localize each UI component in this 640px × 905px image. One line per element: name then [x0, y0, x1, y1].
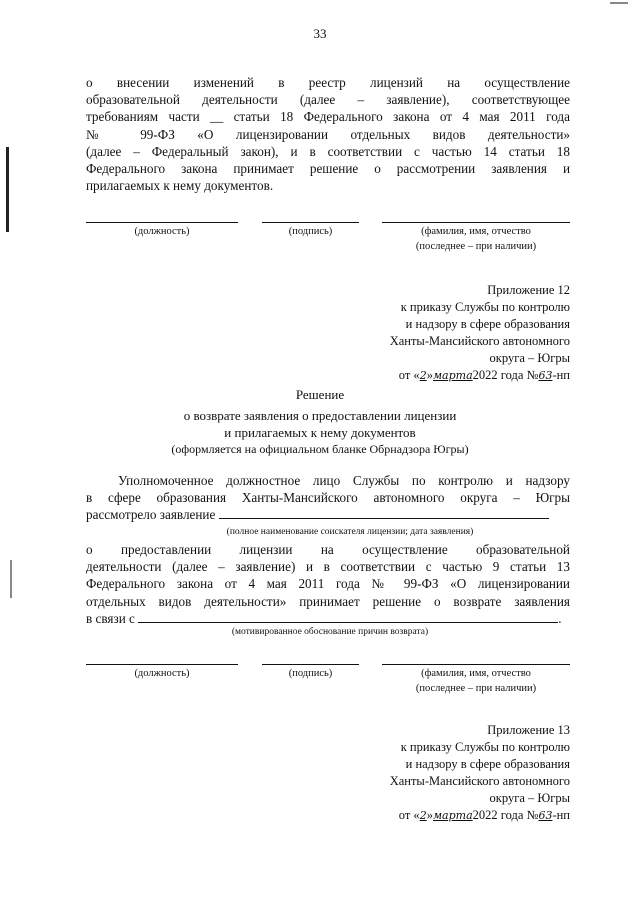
text-line: (далее – Федеральный закон), и в соответствии с частью 14 статьи 18 [86, 143, 570, 159]
text-line: о внесении изменений в реестр лицензий на осуществление [86, 75, 570, 90]
applicant-fill-line [219, 507, 549, 519]
applicant-caption: (полное наименование соискателя лицензии; дата заявления) [226, 527, 474, 537]
appendix-date: от «2»марта2022 года №63-нп [398, 368, 570, 382]
appendix-line: округа – Югры [489, 791, 570, 805]
appendix-line: Приложение 13 [487, 723, 570, 737]
margin-mark [6, 147, 9, 232]
appendix-line: и надзору в сфере образования [405, 317, 570, 331]
handwritten-day: 2 [419, 369, 427, 382]
signature-caption: (подпись) [288, 668, 333, 679]
reason-fill-line [138, 611, 558, 623]
text-line: требованиям части __ статьи 18 Федерального закона от 4 мая 2011 года [86, 109, 570, 125]
text-line: № 99-ФЗ «О лицензировании отдельных видов деятельности» [86, 126, 570, 142]
signature-block-2 [86, 664, 570, 714]
text-line: Уполномоченное должностное лицо Службы по контролю и надзору [118, 473, 570, 488]
appendix-date: от «2»марта2022 года №63-нп [398, 808, 570, 822]
handwritten-day: 2 [419, 809, 427, 822]
position-line [86, 222, 238, 223]
name-line [382, 664, 570, 665]
text-line: отдельных видов деятельности» принимает решение о возврате заявления [86, 593, 570, 609]
signature-line [262, 664, 359, 665]
reason-caption: (мотивированное обоснование причин возврата) [231, 627, 429, 637]
page-number: 33 [313, 26, 327, 41]
text-line: о предоставлении лицензии на осуществление образовательной [86, 542, 570, 557]
text-line: Федерального закона от 4 мая 2011 года № 99-ФЗ «О лицензировании [86, 576, 570, 592]
text-line: деятельности (далее – заявление) и в соответствии с частью 9 статьи 13 [86, 559, 570, 575]
decision-subtitle-1: о возврате заявления о предоставлении лицензии [183, 408, 457, 423]
paragraph-decision-text [86, 472, 570, 524]
name-caption: (фамилия, имя, отчество [421, 668, 531, 679]
text-line: прилагаемых к нему документов. [86, 178, 274, 194]
decision-title: Решение [295, 387, 345, 402]
appendix-line: Приложение 12 [487, 283, 570, 297]
paragraph-license-registry [86, 74, 570, 194]
margin-mark-lower [10, 560, 12, 598]
handwritten-month: марта [432, 809, 473, 822]
appendix-line: к приказу Службы по контролю [400, 300, 570, 314]
signature-caption: (подпись) [288, 226, 333, 237]
position-caption: (должность) [134, 668, 190, 679]
appendix-13-header [330, 722, 570, 824]
name-line [382, 222, 570, 223]
name-caption: (фамилия, имя, отчество [421, 226, 531, 237]
appendix-line: округа – Югры [489, 351, 570, 365]
name-caption-note: (последнее – при наличии) [415, 241, 537, 252]
reason-line: в связи с . [86, 610, 562, 626]
signature-line [262, 222, 359, 223]
text-line: в сфере образования Ханты-Мансийского автономного округа – Югры [86, 490, 570, 506]
name-caption-note: (последнее – при наличии) [415, 683, 537, 694]
appendix-line: Ханты-Мансийского автономного [389, 334, 570, 348]
appendix-12-header [330, 282, 570, 384]
handwritten-number: 63 [538, 369, 553, 382]
applicant-line: рассмотрело заявление [86, 506, 570, 523]
text-line: образовательной деятельности (далее – заявление), соответствующее [86, 92, 570, 108]
corner-mark [610, 2, 628, 4]
paragraph-decision-text-2 [86, 541, 570, 627]
appendix-line: к приказу Службы по контролю [400, 740, 570, 754]
signature-block-1 [86, 222, 570, 272]
appendix-line: Ханты-Мансийского автономного [389, 774, 570, 788]
handwritten-number: 63 [538, 809, 553, 822]
decision-title-block [0, 386, 640, 458]
position-caption: (должность) [134, 226, 190, 237]
position-line [86, 664, 238, 665]
text-line: Федерального закона принимает решение о рассмотрении заявления и [86, 160, 570, 176]
handwritten-month: марта [432, 369, 473, 382]
appendix-line: и надзору в сфере образования [405, 757, 570, 771]
decision-note: (оформляется на официальном бланке Обрнадзора Югры) [171, 442, 469, 456]
decision-subtitle-2: и прилагаемых к нему документов [224, 425, 416, 440]
